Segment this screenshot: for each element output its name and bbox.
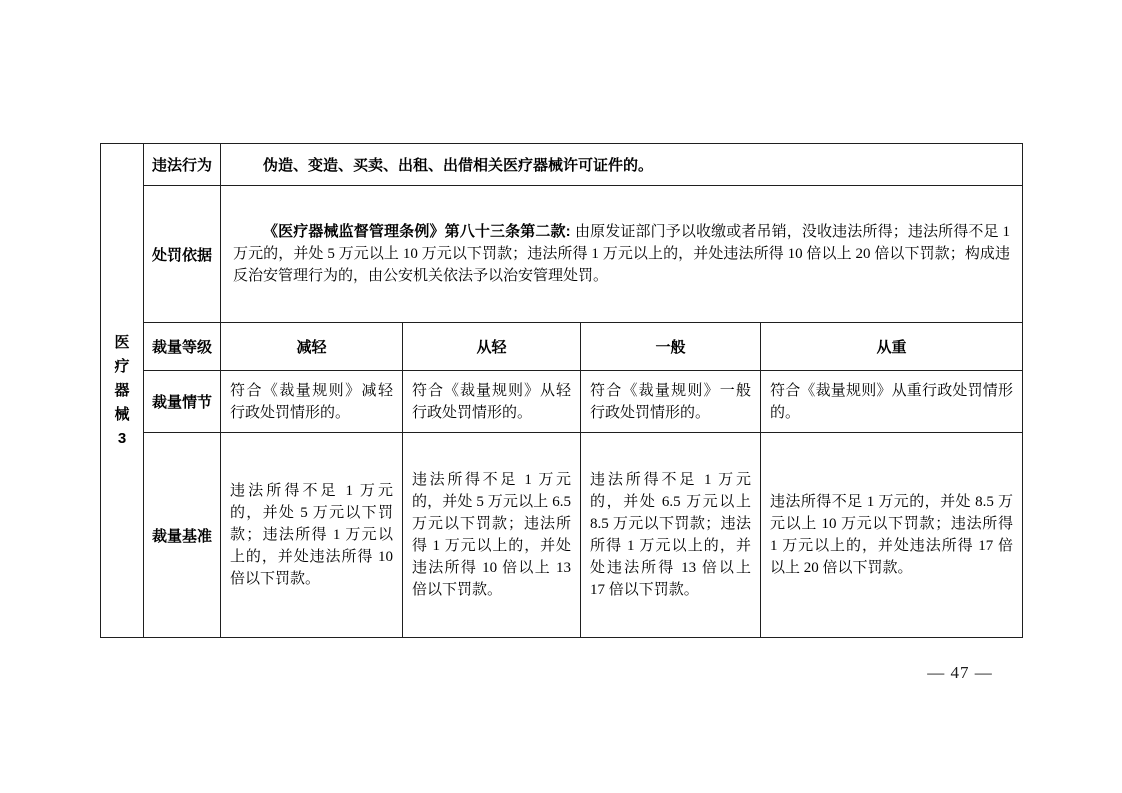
level-header-mitigated: 减轻 (221, 323, 403, 371)
row-label-discretion-level: 裁量等级 (144, 323, 221, 371)
benchmark-cell-lighter: 违法所得不足 1 万元的，并处 5 万元以上 6.5 万元以下罚款；违法所得 1 万元以上的，并处违法所得 10 倍以上 13 倍以下罚款。 (403, 433, 581, 638)
benchmark-cell-general: 违法所得不足 1 万元的，并处 6.5 万元以上 8.5 万元以下罚款；违法所得 1 万元以上的，并处违法所得 13 倍以上 17 倍以下罚款。 (581, 433, 761, 638)
circumstance-cell-lighter: 符合《裁量规则》从轻行政处罚情形的。 (403, 371, 581, 433)
row-label-discretion-benchmark: 裁量基准 (144, 433, 221, 638)
category-sidebar-cell (101, 144, 144, 638)
penalty-basis-content (221, 186, 1023, 323)
level-header-heavier: 从重 (761, 323, 1023, 371)
benchmark-cell-heavier: 违法所得不足 1 万元的，并处 8.5 万元以上 10 万元以下罚款；违法所得 1 万元以上的，并处违法所得 17 倍以上 20 倍以下罚款。 (761, 433, 1023, 638)
category-label: 医疗器械3 (114, 333, 130, 447)
penalty-table (100, 143, 1023, 638)
circumstance-cell-mitigated: 符合《裁量规则》减轻行政处罚情形的。 (221, 371, 403, 433)
row-label-discretion-circumstances: 裁量情节 (144, 371, 221, 433)
circumstance-cell-heavier: 符合《裁量规则》从重行政处罚情形的。 (761, 371, 1023, 433)
circumstance-cell-general: 符合《裁量规则》一般行政处罚情形的。 (581, 371, 761, 433)
penalty-basis-body: 由原发证部门予以收缴或者吊销，没收违法所得；违法所得不足 1 万元的，并处 5 万元以上 10 万元以下罚款；违法所得 1 万元以上的，并处违法所得 10 倍以上 20 倍以下罚款；构成违反治安管理行为的，由公安机关依法予以治安管理处罚。 (233, 224, 1011, 284)
page-number: — 47 — (927, 663, 993, 682)
illegal-act-content: 伪造、变造、买卖、出租、出借相关医疗器械许可证件的。 (221, 144, 1023, 186)
penalty-basis-lead: 《医疗器械监督管理条例》第八十三条第二款: (263, 223, 575, 240)
row-label-penalty-basis: 处罚依据 (144, 186, 221, 323)
row-label-illegal-act: 违法行为 (144, 144, 221, 186)
benchmark-cell-mitigated: 违法所得不足 1 万元的，并处 5 万元以下罚款；违法所得 1 万元以上的，并处违法所得 10 倍以下罚款。 (221, 433, 403, 638)
level-header-lighter: 从轻 (403, 323, 581, 371)
level-header-general: 一般 (581, 323, 761, 371)
